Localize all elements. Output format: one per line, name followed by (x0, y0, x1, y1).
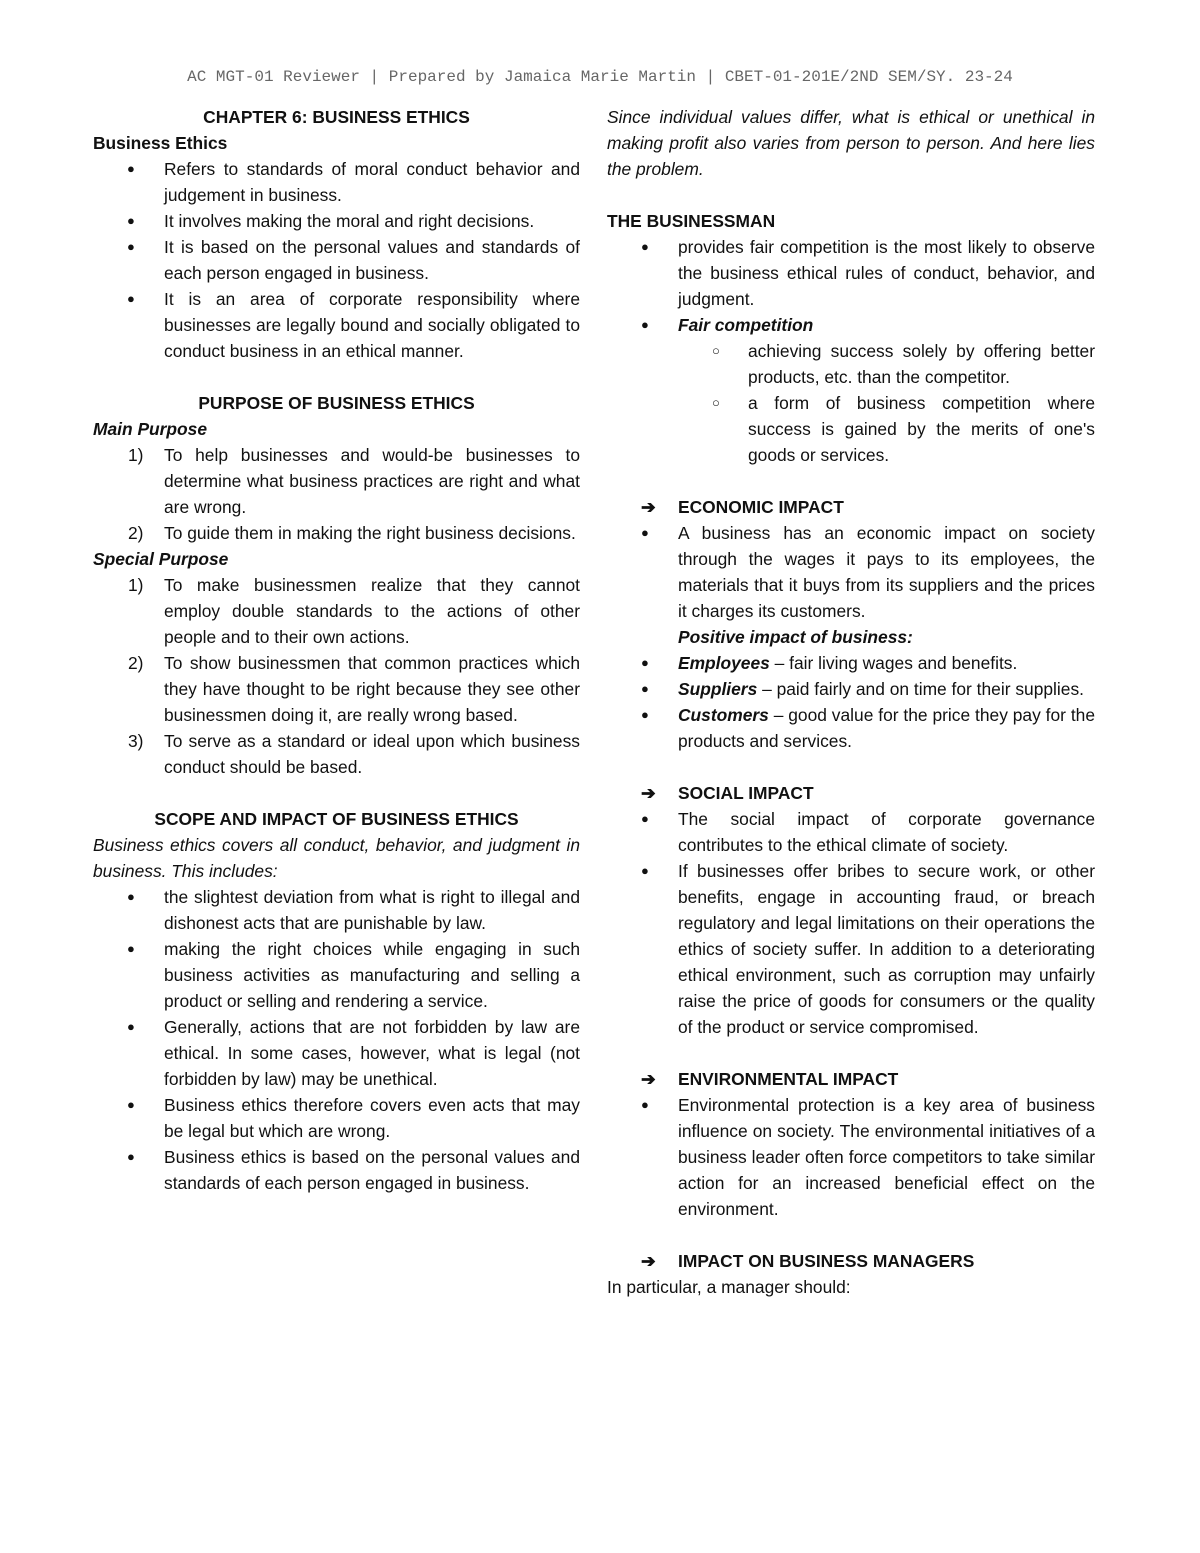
main-purpose-heading: Main Purpose (93, 419, 208, 439)
list-item (93, 728, 580, 780)
arrow-icon: ➔ (641, 783, 656, 803)
list-item (93, 572, 580, 650)
scope-list (93, 884, 580, 1196)
heading-text: SOCIAL IMPACT (678, 783, 814, 803)
list-item: ● If businesses offer bribes to secure work, or other benefits, engage in accounting fraud, or breach regulatory and legal limitations on their operations the ethics of society suffer. In addition to a deteriorating ethical environment, such as corruption may unfairly raise the price of goods for consumers or the quality of the product or service compromised. (607, 858, 1095, 1040)
environmental-impact-heading (607, 1066, 1095, 1092)
scope-intro: Business ethics covers all conduct, behavior, and judgment in business. This includes: (93, 835, 580, 881)
list-item: ● Refers to standards of moral conduct behavior and judgement in business. (93, 156, 580, 208)
item-text: To serve as a standard or ideal upon which business conduct should be based. (164, 731, 580, 777)
social-impact-heading (607, 780, 1095, 806)
item-term: Customers (678, 705, 769, 725)
heading-text: ENVIRONMENTAL IMPACT (678, 1069, 899, 1089)
special-purpose-heading: Special Purpose (93, 549, 229, 569)
heading-text: ECONOMIC IMPACT (678, 497, 844, 517)
managers-impact-heading (607, 1248, 1095, 1274)
list-item (607, 650, 1095, 676)
list-item (93, 442, 580, 520)
item-text: – paid fairly and on time for their supplies. (757, 679, 1084, 699)
scope-heading: SCOPE AND IMPACT OF BUSINESS ETHICS (154, 809, 519, 829)
business-ethics-list (93, 156, 580, 364)
item-number: 1) (128, 575, 144, 595)
item-number: 2) (128, 523, 144, 543)
item-number: 1) (128, 445, 144, 465)
list-item: ● It is based on the personal values and standards of each person engaged in business. (93, 234, 580, 286)
list-item (93, 650, 580, 728)
item-term: Suppliers (678, 679, 758, 699)
item-number: 2) (128, 653, 144, 673)
main-purpose-list (93, 442, 580, 546)
fair-competition-label: ● Fair competition (607, 312, 1095, 338)
list-item: ○ a form of business competition where success is gained by the merits of one's goods or services. (607, 390, 1095, 468)
item-number: 3) (128, 731, 144, 751)
environmental-list (607, 1092, 1095, 1222)
item-text: To make businessmen realize that they cannot employ double standards to the actions of other people and to their own actions. (164, 575, 580, 647)
page-header: AC MGT-01 Reviewer | Prepared by Jamaica Marie Martin | CBET-01-201E/2ND SEM/SY. 23-24 (187, 68, 1013, 86)
list-item: ● The social impact of corporate governance contributes to the ethical climate of society. (607, 806, 1095, 858)
list-item: ● Business ethics is based on the personal values and standards of each person engaged in business. (93, 1144, 580, 1196)
list-item: ● Environmental protection is a key area of business influence on society. The environmental initiatives of a business leader often force competitors to take similar action for an increased beneficial effect on the environment. (607, 1092, 1095, 1222)
list-item: ● It involves making the moral and right decisions. (93, 208, 580, 234)
economic-impact-heading (607, 494, 1095, 520)
purpose-heading: PURPOSE OF BUSINESS ETHICS (198, 393, 475, 413)
item-text: – good value for the price they pay for the products and services. (678, 705, 1095, 751)
intro-paragraph: Since individual values differ, what is ethical or unethical in making profit also varies from person to person. And here lies the problem. (607, 107, 1095, 179)
left-column (93, 104, 580, 1196)
list-item: ● Generally, actions that are not forbidden by law are ethical. In some cases, however, what is legal (not forbidden by law) may be unethical. (93, 1014, 580, 1092)
item-text: – fair living wages and benefits. (769, 653, 1018, 673)
right-column (607, 104, 1095, 1300)
list-item: ● provides fair competition is the most likely to observe the business ethical rules of conduct, behavior, and judgment. (607, 234, 1095, 312)
list-item (607, 702, 1095, 754)
list-item (93, 520, 580, 546)
heading-text: IMPACT ON BUSINESS MANAGERS (678, 1251, 975, 1271)
chapter-title: CHAPTER 6: BUSINESS ETHICS (203, 107, 470, 127)
businessman-list (607, 234, 1095, 338)
special-purpose-list (93, 572, 580, 780)
item-text: To show businessmen that common practices which they have thought to be right because they see other businessmen doing it, are really wrong based. (164, 653, 580, 725)
list-item: ○ achieving success solely by offering better products, etc. than the competitor. (607, 338, 1095, 390)
positive-impact-label: Positive impact of business: (678, 627, 913, 647)
list-item (607, 676, 1095, 702)
arrow-icon: ➔ (641, 1069, 656, 1089)
list-item: ● It is an area of corporate responsibility where businesses are legally bound and socially obligated to conduct business in an ethical manner. (93, 286, 580, 364)
arrow-icon: ➔ (641, 1251, 656, 1271)
item-text: To help businesses and would-be businesses to determine what business practices are right and what are wrong. (164, 445, 580, 517)
businessman-heading: THE BUSINESSMAN (607, 211, 776, 231)
item-text: To guide them in making the right business decisions. (164, 523, 576, 543)
business-ethics-heading: Business Ethics (93, 133, 228, 153)
list-item: ● Business ethics therefore covers even acts that may be legal but which are wrong. (93, 1092, 580, 1144)
list-item: ● the slightest deviation from what is right to illegal and dishonest acts that are punishable by law. (93, 884, 580, 936)
social-list (607, 806, 1095, 1040)
item-term: Employees (678, 653, 770, 673)
managers-intro: In particular, a manager should: (607, 1277, 851, 1297)
positive-impact-list (607, 650, 1095, 754)
list-item: ● A business has an economic impact on society through the wages it pays to its employees, the materials that it buys from its suppliers and the prices it charges its customers. (607, 520, 1095, 624)
list-item: ● making the right choices while engaging in such business activities as manufacturing and selling a product or selling and rendering a service. (93, 936, 580, 1014)
arrow-icon: ➔ (641, 497, 656, 517)
fair-competition-list (607, 338, 1095, 468)
economic-list (607, 520, 1095, 624)
